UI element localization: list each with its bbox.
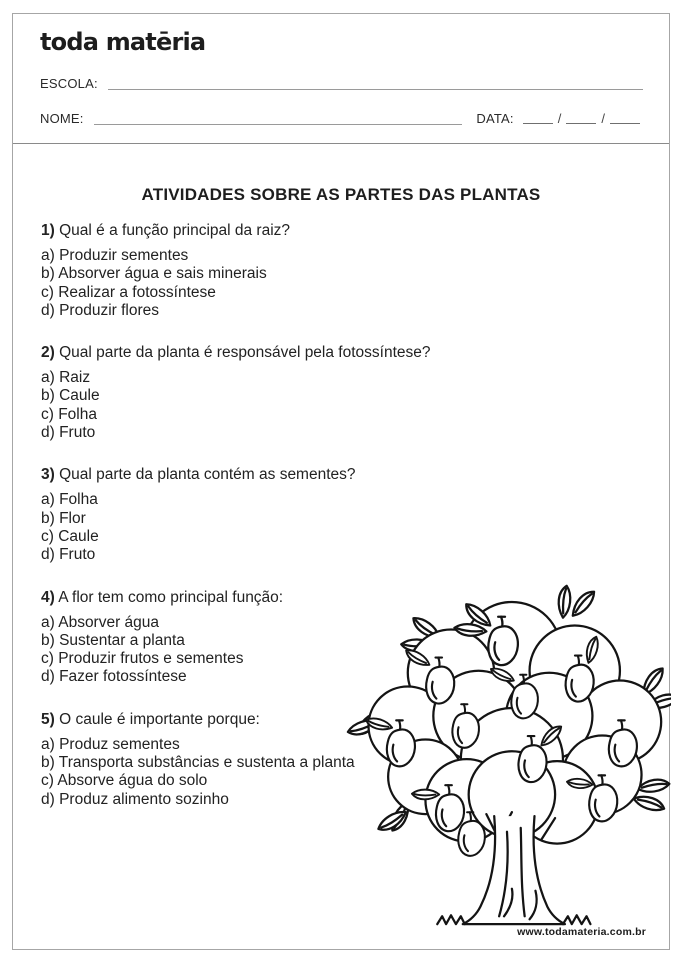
question-3-option-c: c) Caule xyxy=(41,527,99,545)
question-3-number: 3) xyxy=(41,466,55,484)
nome-input-line[interactable] xyxy=(94,110,463,125)
nome-field-row xyxy=(40,110,643,126)
escola-field-row xyxy=(40,75,643,91)
escola-label: ESCOLA: xyxy=(40,76,98,91)
question-2-number: 2) xyxy=(41,344,55,362)
question-2-option-a: a) Raiz xyxy=(41,369,91,387)
question-4-option-d: d) Fazer fotossíntese xyxy=(41,668,187,686)
question-2 xyxy=(41,343,641,442)
question-2-option-b: b) Caule xyxy=(41,387,100,405)
date-day-line[interactable] xyxy=(523,111,553,124)
date-field-group xyxy=(476,111,643,126)
question-4-option-a: a) Absorver água xyxy=(41,613,160,631)
worksheet-title: ATIVIDADES SOBRE AS PARTES DAS PLANTAS xyxy=(141,185,541,204)
toda-materia-logo: toda matēria xyxy=(40,28,206,56)
question-1-option-c: c) Realizar a fotossíntese xyxy=(41,283,216,301)
date-year-line[interactable] xyxy=(610,111,640,124)
question-3-option-a: a) Folha xyxy=(41,491,98,509)
question-5-option-c: c) Absorve água do solo xyxy=(41,772,208,790)
question-5-text: O caule é importante porque: xyxy=(59,710,260,728)
worksheet-page xyxy=(12,13,670,950)
question-1-number: 1) xyxy=(41,222,55,239)
footer-url: www.todamateria.com.br xyxy=(517,926,646,938)
question-1 xyxy=(41,221,641,320)
question-2-option-d: d) Fruto xyxy=(41,424,96,442)
question-3 xyxy=(41,465,641,564)
question-2-option-c: c) Folha xyxy=(41,405,97,423)
question-2-text: Qual parte da planta é responsável pela fotossíntese? xyxy=(59,344,431,362)
question-1-option-b: b) Absorver água e sais minerais xyxy=(41,265,267,283)
date-month-line[interactable] xyxy=(566,111,596,124)
question-5-option-b: b) Transporta substâncias e sustenta a planta xyxy=(41,754,355,772)
question-5-option-a: a) Produz sementes xyxy=(41,735,180,753)
question-5-number: 5) xyxy=(41,710,55,728)
question-4-option-b: b) Sustentar a planta xyxy=(41,631,185,649)
question-5-option-d: d) Produz alimento sozinho xyxy=(41,790,229,808)
question-1-option-a: a) Produzir sementes xyxy=(41,247,189,264)
header-divider xyxy=(13,143,669,144)
date-slash: / xyxy=(601,111,605,126)
nome-label: NOME: xyxy=(40,111,84,126)
question-3-text: Qual parte da planta contém as sementes? xyxy=(59,466,356,484)
question-1-text: Qual é a função principal da raiz? xyxy=(59,222,291,239)
mango-tree-illustration xyxy=(341,584,671,948)
question-3-option-d: d) Fruto xyxy=(41,546,96,564)
escola-input-line[interactable] xyxy=(108,75,643,90)
data-label: DATA: xyxy=(476,111,514,126)
question-4-number: 4) xyxy=(41,588,55,606)
question-4-option-c: c) Produzir frutos e sementes xyxy=(41,650,244,668)
question-4-text: A flor tem como principal função: xyxy=(58,588,284,606)
question-3-option-b: b) Flor xyxy=(41,509,86,527)
question-1-option-d: d) Produzir flores xyxy=(41,301,160,319)
date-slash: / xyxy=(557,111,562,126)
